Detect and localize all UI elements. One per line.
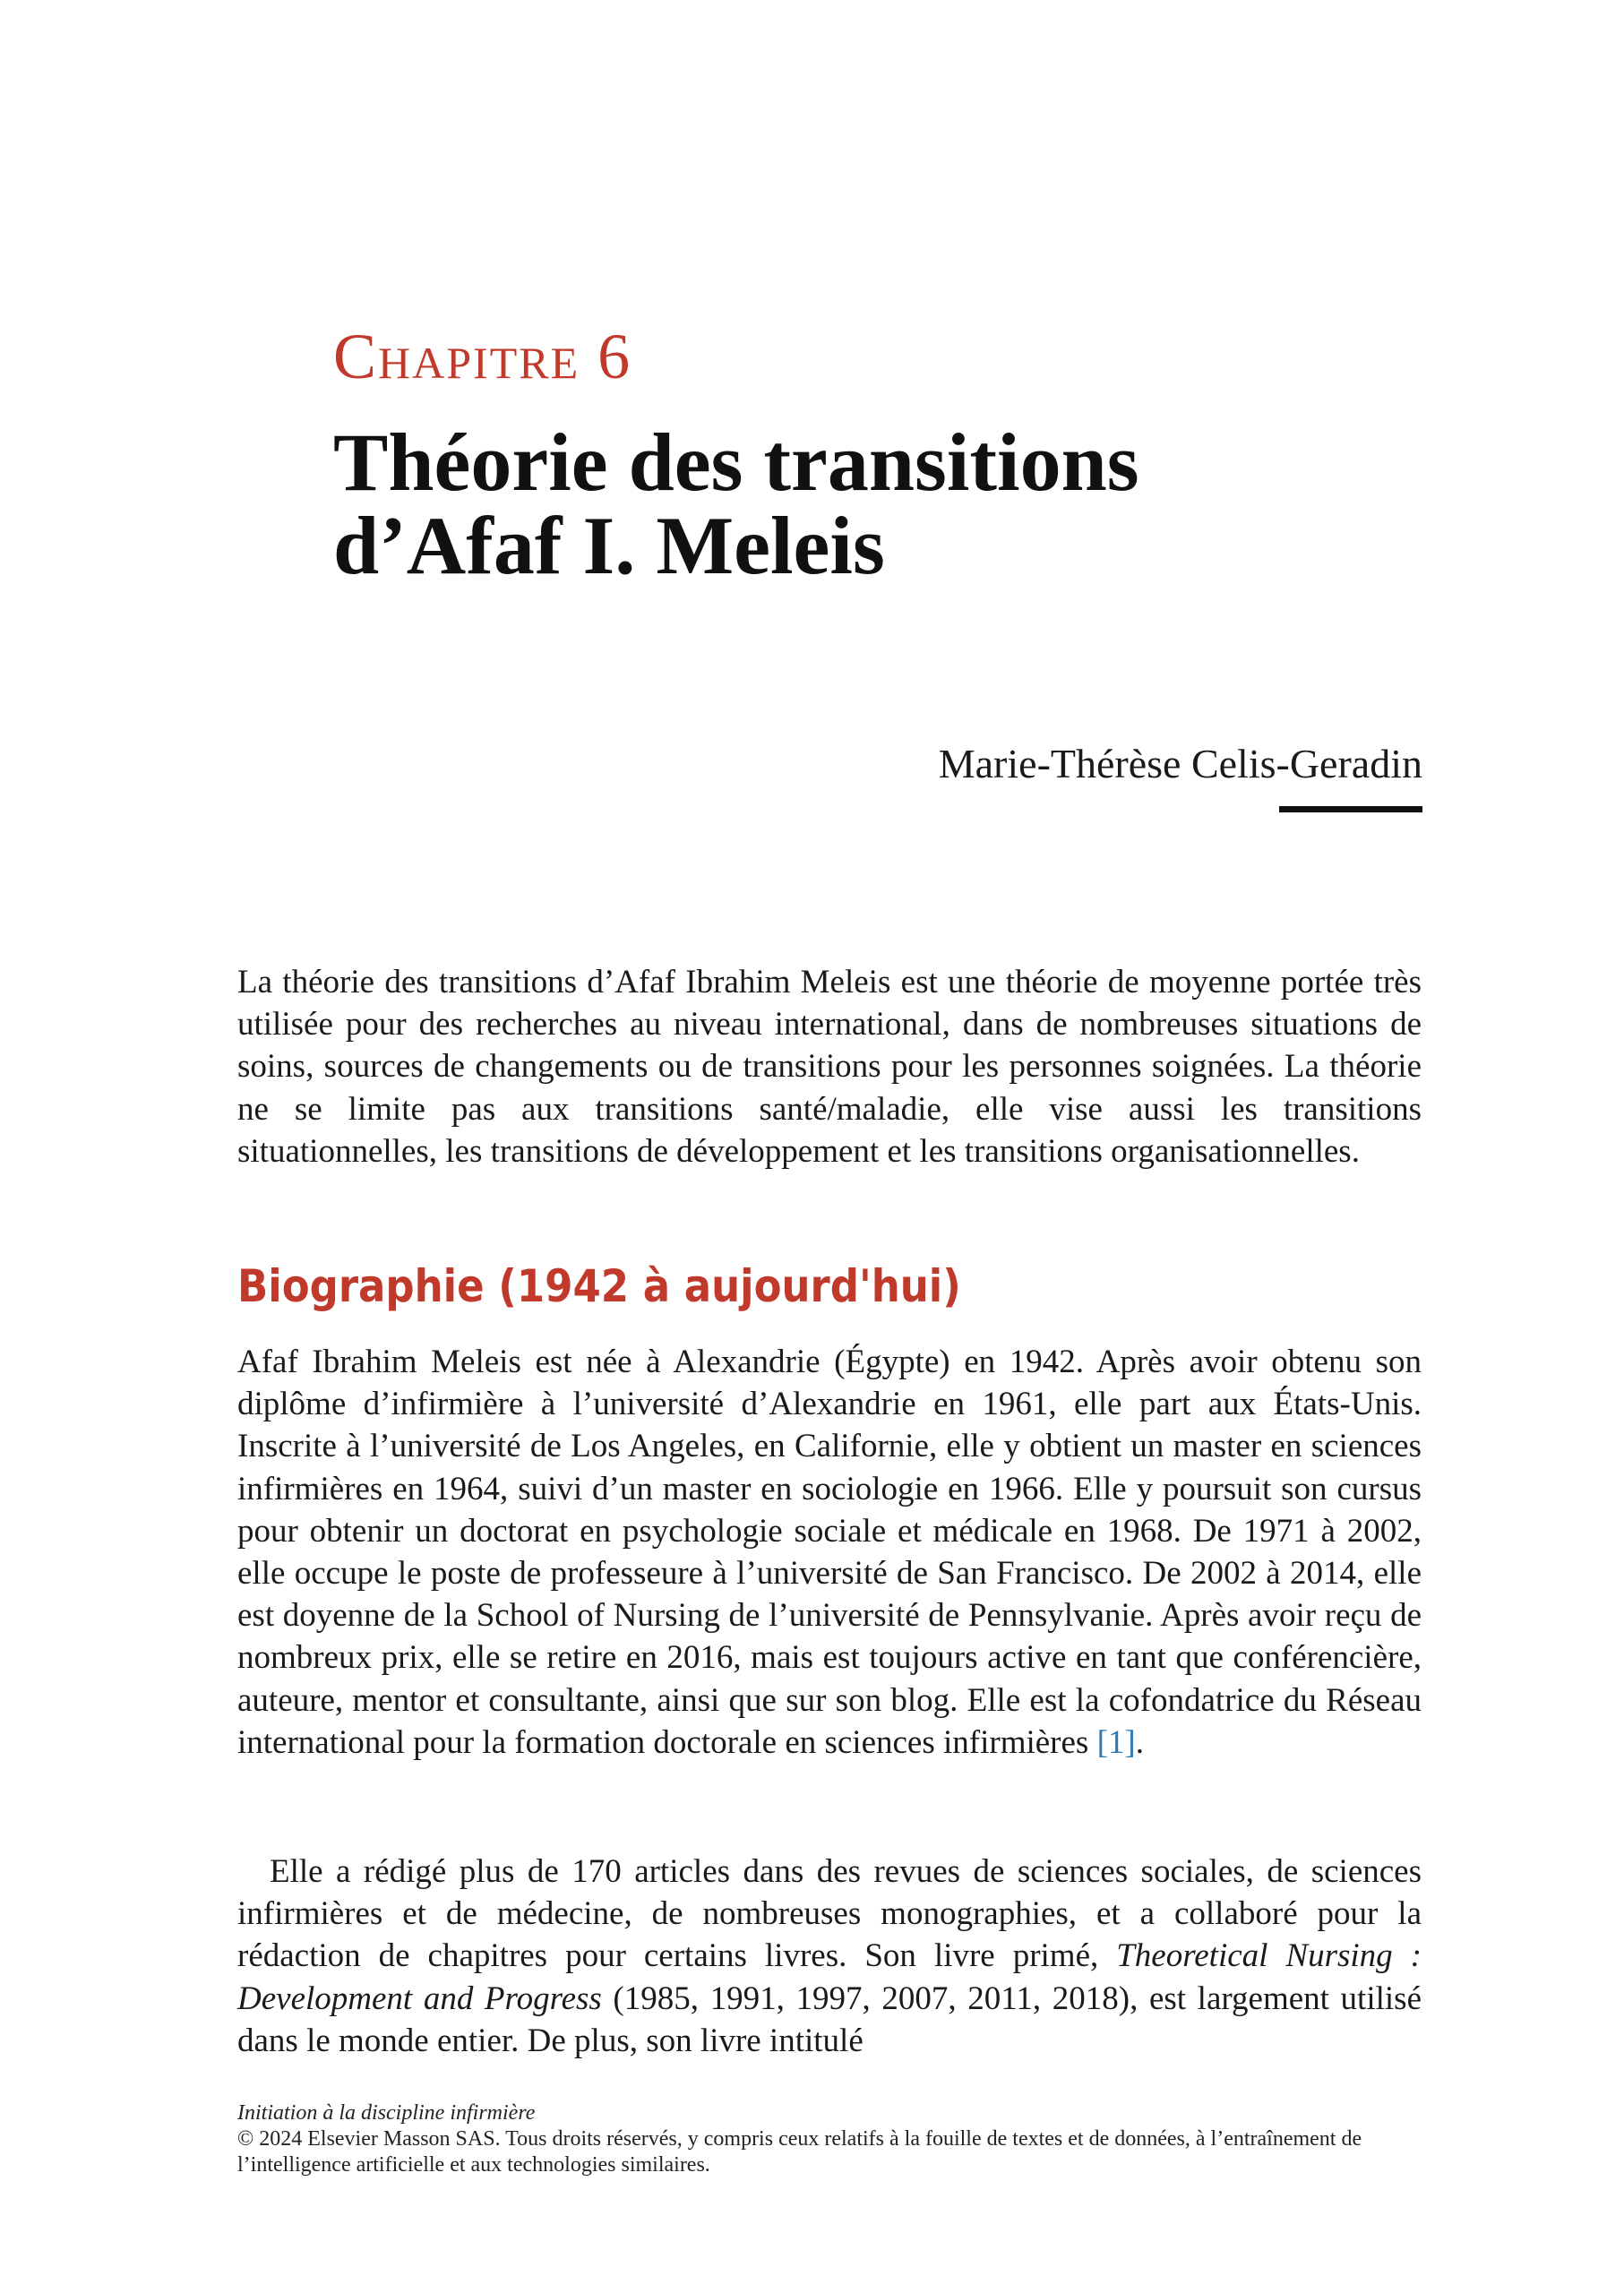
biography-paragraph-2 (237, 1851, 1422, 2062)
author-name: Marie-Thérèse Celis-Geradin (938, 741, 1422, 786)
chapter-title (333, 417, 1498, 591)
biography-paragraph-1-text: Afaf Ibrahim Meleis est née à Alexandrie (Égypte) en 1942. Après avoir obtenu son diplôme d’infirmière à l’université d’Alexandrie en 1961, elle part aux États-Unis. Inscrite à l’université de Los Angeles, en Californie, elle y obtient un master en sciences infirmières en 1964, suivi d’un master en sociologie en 1966. Elle y poursuit son cursus pour obtenir un doctorat en psychologie sociale et médicale en 1968. De 1971 à 2002, elle occupe le poste de professeure à l’université de San Francisco. De 2002 à 2014, elle est doyenne de la School of Nursing de l’université de Pennsylvanie. Après avoir reçu de nombreux prix, elle se retire en 2016, mais est toujours active en tant que conférencière, auteure, mentor et consultante, ainsi que sur son blog. Elle est la cofondatrice du Réseau international pour la formation doctorale en sciences infirmières (237, 1344, 1422, 1761)
chapter-title-line-2: d’Afaf I. Meleis (333, 500, 885, 591)
reference-link-1[interactable]: [1] (1096, 1723, 1136, 1761)
author-underline-rule (1279, 806, 1422, 812)
footer-copyright: © 2024 Elsevier Masson SAS. Tous droits réservés, y compris ceux relatifs à la fouille de textes et de données, à l’entraînement de l’intelligence artificielle et aux technologies similaires. (237, 2127, 1362, 2177)
footer-book-title: Initiation à la discipline infirmière (237, 2101, 536, 2125)
biography-paragraph-2-end: (1985, 1991, 1997, 2007, 2011, 2018), est largement utilisé dans le monde entier. De plus, son livre intitulé (237, 1980, 1422, 2059)
page-footer (237, 2100, 1422, 2178)
chapter-label: Chapitre 6 (333, 321, 632, 392)
intro-paragraph: La théorie des transitions d’Afaf Ibrahim Meleis est une théorie de moyenne portée très utilisée pour des recherches au niveau international, dans de nombreuses situations de soins, sources de changements ou de transitions pour les personnes soignées. La théorie ne se limite pas aux transitions santé/maladie, elle vise aussi les transitions situationnelles, les transitions de développement et les transitions organisationnelles. (237, 964, 1422, 1170)
book-title-theoretical-nursing: Theoretical Nursing : Development and Progress (237, 1937, 1422, 2017)
biography-paragraph-1-end: . (1135, 1723, 1144, 1761)
chapter-title-line-1: Théorie des transitions (333, 417, 1139, 508)
biography-paragraph-2-text: Elle a rédigé plus de 170 articles dans des revues de sciences sociales, de sciences infirmières et de médecine, de nombreuses monographies, et a collaboré pour la rédaction de chapitres pour certains livres. Son livre primé, (237, 1853, 1422, 1975)
biography-heading: Biographie (1942 à aujourd'hui) (237, 1260, 961, 1312)
biography-paragraph-1 (237, 1341, 1422, 1764)
